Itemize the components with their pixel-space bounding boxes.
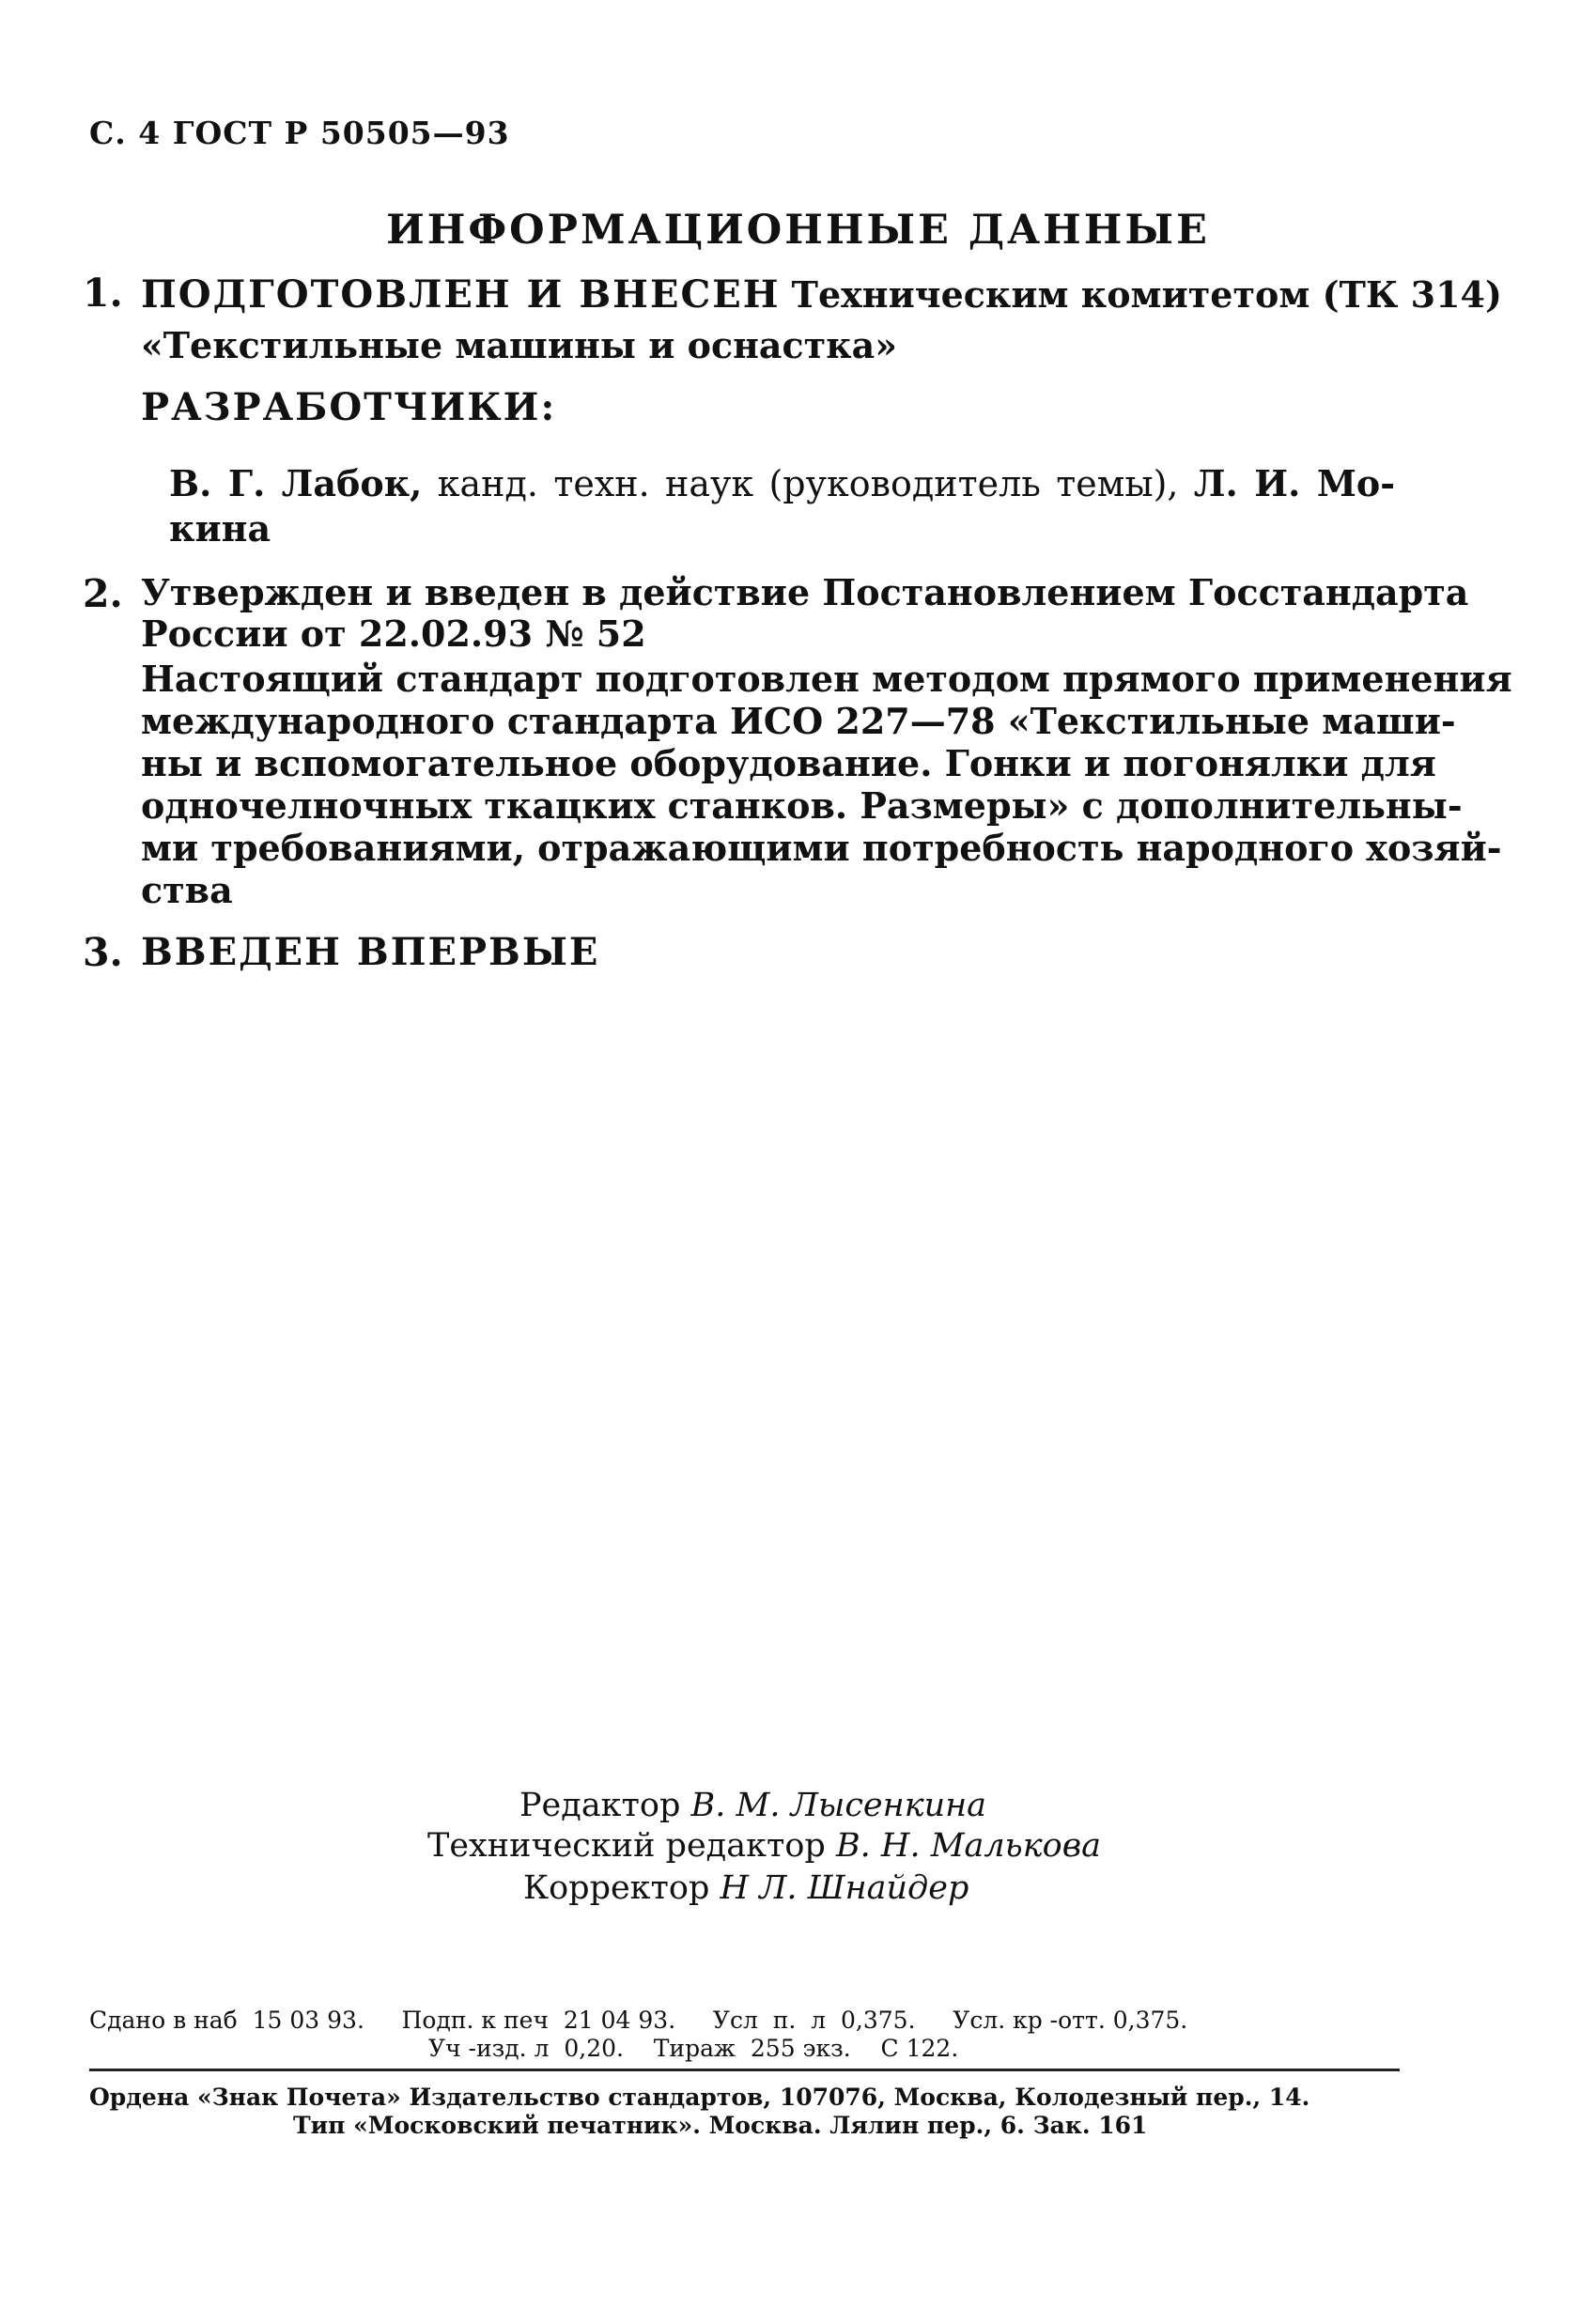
item-2-para-line-2: международного стандарта ИСО 227—78 «Текстильные маши- <box>141 700 1456 742</box>
developers-heading: РАЗРАБОТЧИКИ: <box>141 385 557 429</box>
editor-label: Редактор <box>519 1787 681 1824</box>
credit-corrector <box>523 1869 968 1907</box>
item-1-number: 1. <box>83 271 123 316</box>
developers-line-2: кина <box>169 507 271 550</box>
item-1-line-1 <box>141 272 1502 317</box>
item-2-para-line-1: Настоящий стандарт подготовлен методом прямого применения <box>141 658 1512 700</box>
imprint-divider <box>89 2069 1400 2071</box>
item-2-para-line-6: ства <box>141 869 233 911</box>
imprint-line-3: Ордена «Знак Почета» Издательство стандартов, 107076, Москва, Колодезный пер., 14. <box>89 2084 1310 2111</box>
item-2-line-1: Утвержден и введен в действие Постановлением Госстандарта <box>141 571 1469 613</box>
imprint-line-2: Уч -изд. л 0,20. Тираж 255 экз. С 122. <box>428 2035 959 2062</box>
page-header: С. 4 ГОСТ Р 50505—93 <box>89 115 510 151</box>
item-2-para-line-5: ми требованиями, отражающими потребность народного хозяй- <box>141 827 1502 869</box>
item-1-line-1-rest: Техническим комитетом (ТК 314) <box>791 273 1502 316</box>
developers-line-1 <box>169 462 1395 504</box>
tech-editor-name: В. Н. Малькова <box>835 1827 1101 1865</box>
item-2-para-line-3: ны и вспомогательное оборудование. Гонки и погонялки для <box>141 742 1436 784</box>
item-3-text: ВВЕДЕН ВПЕРВЫЕ <box>141 930 600 974</box>
imprint-line-1: Сдано в наб 15 03 93. Подп. к печ 21 04 93. Усл п. л 0,375. Усл. кр -отт. 0,375. <box>89 2007 1188 2034</box>
developer-1-details: канд. техн. наук (руководитель темы), <box>437 463 1179 504</box>
corrector-name: Н Л. Шнайдер <box>720 1869 969 1907</box>
corrector-label: Корректор <box>523 1869 710 1907</box>
item-1-line-2: «Текстильные машины и оснастка» <box>141 324 898 366</box>
item-3-number: 3. <box>83 930 123 975</box>
credit-editor <box>519 1787 986 1824</box>
item-2-line-2: России от 22.02.93 № 52 <box>141 612 646 655</box>
developer-2-name: Л. И. Мо- <box>1193 462 1395 504</box>
item-2-number: 2. <box>83 571 123 616</box>
item-1-bold-lead: ПОДГОТОВЛЕН И ВНЕСЕН <box>141 272 781 317</box>
page-title: ИНФОРМАЦИОННЫЕ ДАННЫЕ <box>386 207 1210 254</box>
tech-editor-label: Технический редактор <box>427 1827 826 1865</box>
item-2-para-line-4: одночелночных ткацких станков. Размеры» с дополнительны- <box>141 784 1463 827</box>
credit-tech-editor <box>427 1827 1101 1865</box>
developer-1-name: В. Г. Лабок, <box>169 462 423 504</box>
editor-name: В. М. Лысенкина <box>690 1787 987 1824</box>
imprint-line-4: Тип «Московский печатник». Москва. Лялин пер., 6. Зак. 161 <box>293 2112 1148 2139</box>
